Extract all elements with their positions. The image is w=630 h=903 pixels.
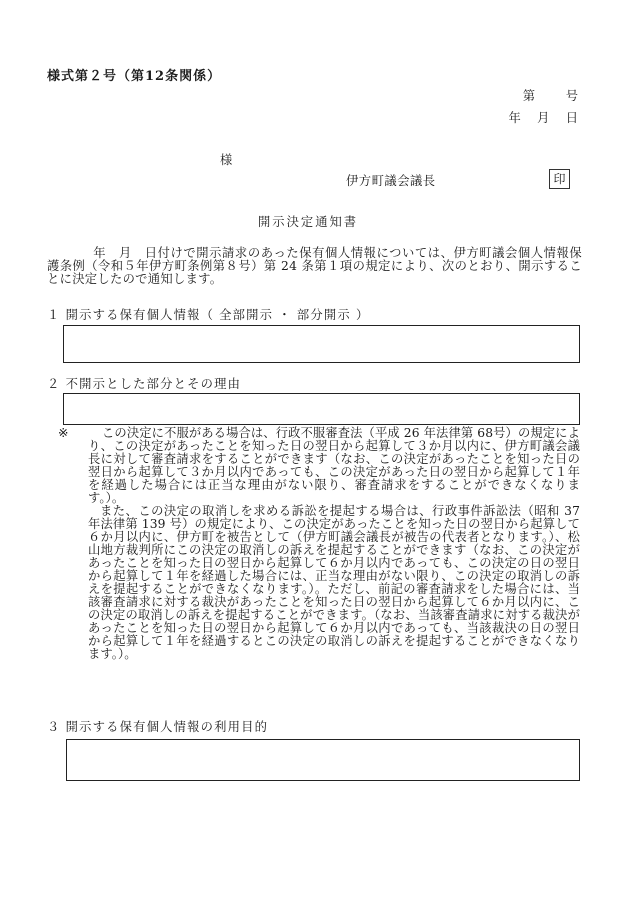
form-number: 様式第２号（第12条関係） [47,69,222,84]
date-line: 年 月 日 [508,111,580,125]
document-number-line: 第 号 [522,89,580,103]
seal-stamp: 印 [549,169,570,189]
notice-paragraph-2: また、この決定の取消しを求める訴訟を提起する場合は、行政事件訴訟法（昭和 37 年法律第 139 号）の規定により、この決定があったことを知った日の翌日から起算して６か月以内に、伊方町を被告として（伊方町議会議長が被告の代表者となります。）、松山地方裁判所にこの決定の取消しの訴えを提起することができます（なお、この決定があったことを知った日の翌日から起算して６か月以内であっても、この決定の日の翌日から起算して１年を経過した場合には、正当な理由がない限り、この決定の取消しの訴えを提起することができなくなります。）。ただし、前記の審査請求をした場合には、当該審査請求に対する裁決があったことを知った日の翌日から起算して６か月以内に、この決定の取消しの訴えを提起することができます。（なお、当該審査請求に対する裁決があったことを知った日の翌日から起算して６か月以内であっても、当該裁決の日の翌日から起算して１年を経過するとこの決定の取消しの訴えを提起することができなくなります。）。 [88,504,580,661]
appeal-notice [58,426,580,661]
section-3-box[interactable] [66,739,580,781]
section-1-heading: １ 開示する保有個人情報（ 全部開示 ・ 部分開示 ） [47,308,370,322]
sender-name: 伊方町議会議長 [346,174,436,188]
section-2-box[interactable] [63,393,580,425]
intro-paragraph [47,247,582,286]
addressee-suffix: 様 [220,153,233,167]
section-1-box[interactable] [63,325,580,363]
document-title: 開示決定通知書 [258,215,359,229]
note-mark: ※ [58,426,69,440]
notice-paragraph-1: この決定に不服がある場合は、行政不服審査法（平成 26 年法律第 68号）の規定により、この決定があったことを知った日の翌日から起算して３か月以内に、伊方町議会議長に対して審査請求をすることができます（なお、この決定があったことを知った日の翌日から起算して３か月以内であっても、この決定があった日の翌日から起算して１年を経過した場合には正当な理由がない限り、審査請求をすることができなくなります。）。 [88,426,580,505]
intro-text: 年 月 日付けで開示請求のあった保有個人情報については、伊方町議会個人情報保護条例（令和５年伊方町条例第８号）第 24 条第１項の規定により、次のとおり、開示することに決定したので通知します。 [47,246,582,286]
section-2-heading: ２ 不開示とした部分とその理由 [47,377,242,391]
section-3-heading: ３ 開示する保有個人情報の利用目的 [47,720,269,734]
